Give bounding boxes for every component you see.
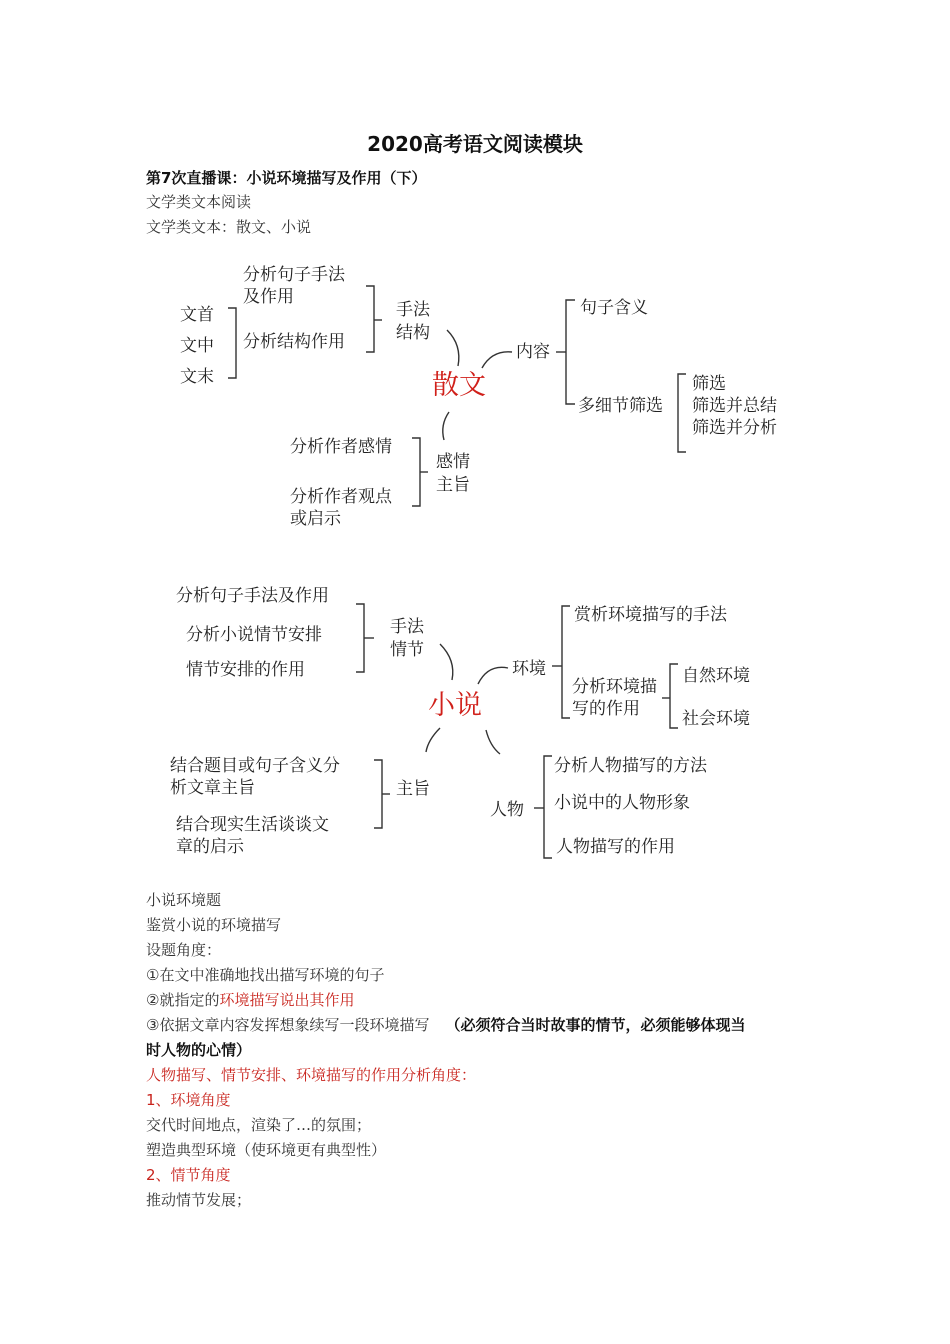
- map-node: 筛选并分析: [692, 418, 777, 438]
- map-node: 分析句子手法: [243, 265, 345, 285]
- bracket: [670, 664, 678, 728]
- map-node: 情节安排的作用: [186, 660, 305, 680]
- map-node: 分析小说情节安排: [186, 625, 322, 645]
- map-node: 手法: [396, 300, 430, 320]
- map-node: 分析作者感情: [290, 437, 392, 457]
- section-heading: 1、环境角度: [146, 1091, 231, 1109]
- lesson-title: 第7次直播课：小说环境描写及作用（下）: [146, 169, 427, 187]
- map-node: 内容: [516, 342, 550, 362]
- text-line: 时人物的心情）: [146, 1041, 252, 1059]
- map-node: 主旨: [396, 779, 430, 799]
- map-node: 筛选并总结: [692, 396, 777, 416]
- map-node: 文首: [180, 305, 214, 325]
- map-center: 散文: [432, 370, 486, 401]
- map-node: 分析作者观点: [290, 487, 392, 507]
- map-node: 主旨: [436, 475, 470, 495]
- connector: [426, 728, 440, 752]
- map-node: 结构: [396, 323, 430, 343]
- text-span: ②就指定的: [146, 991, 220, 1009]
- map-center: 小说: [428, 690, 482, 721]
- map-node: 写的作用: [572, 699, 640, 719]
- bracket: [562, 606, 570, 718]
- bracket: [356, 604, 364, 672]
- map-node: 章的启示: [176, 837, 244, 857]
- map-node: 手法: [390, 617, 424, 637]
- map-node: 分析句子手法及作用: [176, 586, 329, 606]
- map-node: 分析环境描: [572, 677, 657, 697]
- map-node: 结合题目或句子含义分: [170, 756, 340, 776]
- map-node: 分析结构作用: [243, 332, 345, 352]
- bracket: [544, 756, 552, 858]
- map-node: 多细节筛选: [578, 396, 663, 416]
- map-node: 文末: [180, 367, 214, 387]
- bold-span: （必须符合当时故事的情节，必须能够体现当: [445, 1016, 746, 1034]
- map-node: 分析人物描写的方法: [554, 756, 707, 776]
- map-node: 情节: [390, 640, 424, 660]
- text-span: ③依据文章内容发挥想象续写一段环境描写: [146, 1016, 430, 1034]
- map-node: 句子含义: [580, 298, 648, 318]
- section-heading: 人物描写、情节安排、环境描写的作用分析角度：: [146, 1066, 477, 1084]
- text-line: [146, 1013, 745, 1037]
- map-node: 及作用: [243, 287, 294, 307]
- text-line: 小说环境题: [146, 891, 222, 909]
- connector: [478, 667, 508, 684]
- map-node: 自然环境: [682, 666, 750, 686]
- map-node: 析文章主旨: [170, 778, 255, 798]
- map-node: 结合现实生活谈谈文: [176, 815, 329, 835]
- map-node: 筛选: [692, 374, 726, 394]
- map-node: 社会环境: [682, 709, 750, 729]
- page-title: 2020高考语文阅读模块: [367, 132, 583, 156]
- map-node: 赏析环境描写的手法: [574, 605, 727, 625]
- text-line: 文学类文本阅读: [146, 193, 252, 211]
- text-line: 鉴赏小说的环境描写: [146, 916, 282, 934]
- map-node: 人物: [490, 800, 524, 820]
- connector: [440, 644, 453, 680]
- text-line: [146, 988, 354, 1012]
- map-node: 或启示: [290, 509, 341, 529]
- text-line: 设题角度：: [146, 941, 222, 959]
- highlight-span: 环境描写说出其作用: [219, 991, 355, 1009]
- section-heading: 2、情节角度: [146, 1166, 231, 1184]
- map-node: 小说中的人物形象: [554, 793, 690, 813]
- text-line: 塑造典型环境（使环境更有典型性）: [146, 1141, 387, 1159]
- text-line: 推动情节发展；: [146, 1191, 252, 1209]
- map-node: 文中: [180, 336, 214, 356]
- map-node: 感情: [436, 452, 470, 472]
- text-line: ①在文中准确地找出描写环境的句子: [146, 966, 385, 984]
- text-line: 文学类文本：散文、小说: [146, 218, 312, 236]
- text-line: 交代时间地点，渲染了…的氛围；: [146, 1116, 372, 1134]
- map-node: 人物描写的作用: [556, 837, 675, 857]
- map-node: 环境: [512, 659, 546, 679]
- bracket: [374, 760, 382, 828]
- connector: [486, 730, 500, 754]
